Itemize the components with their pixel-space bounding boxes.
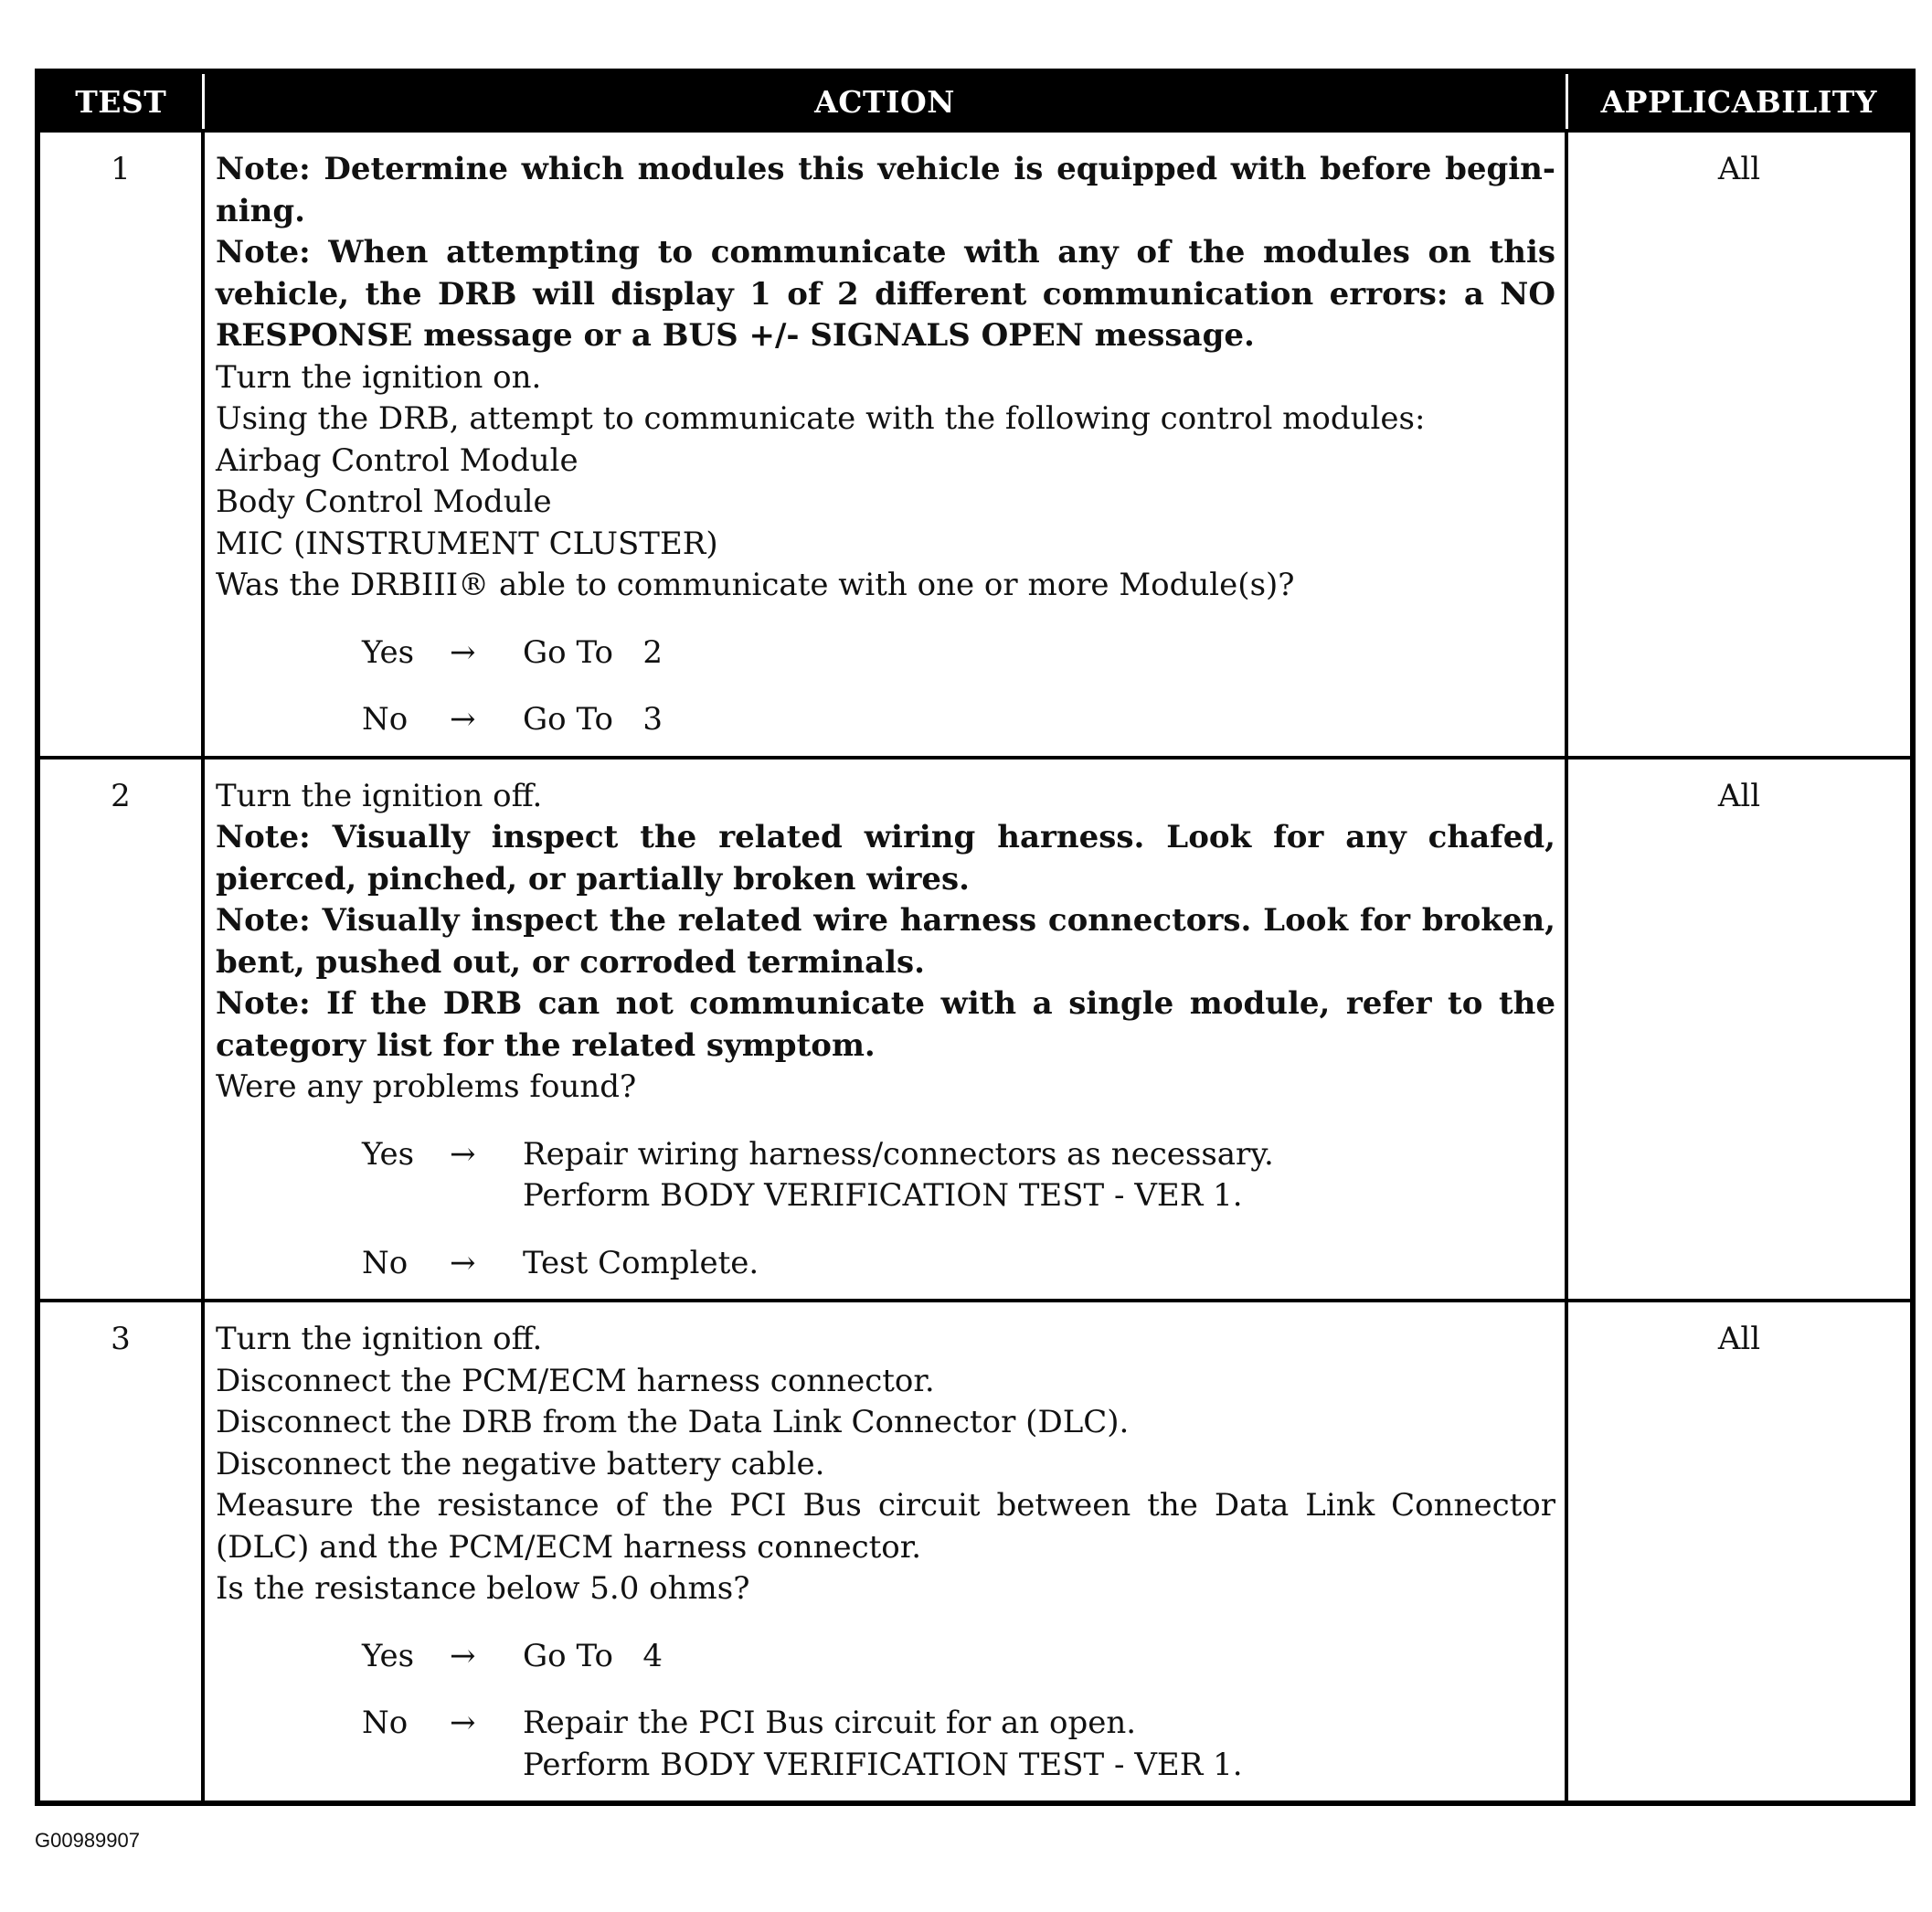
- test-number: 2: [37, 758, 203, 1301]
- action-note: Note: Visually inspect the related wiring harness. Look for any chafed, pierced, pinched, or partially broken wires.: [216, 819, 1555, 898]
- answer-option: [362, 699, 1555, 741]
- diagnostic-test-table: [35, 69, 1916, 1806]
- answer-result-line: Perform BODY VERIFICATION TEST - VER 1.: [523, 1177, 1243, 1214]
- test-number: 1: [37, 131, 203, 758]
- action-step: Was the DRBIII® able to communicate with one or more Module(s)?: [216, 567, 1295, 603]
- answer-label: Yes: [362, 633, 415, 671]
- action-step: Disconnect the PCM/ECM harness connector.: [216, 1362, 935, 1399]
- action-cell: [203, 131, 1566, 758]
- action-note: Note: Determine which modules this vehicle is equipped with before begin-ning.: [216, 151, 1555, 229]
- action-cell: [203, 1301, 1566, 1803]
- answer-option: [362, 1703, 1555, 1786]
- answer-list: [362, 632, 1555, 741]
- answer-result: [523, 1703, 1555, 1786]
- answer-label: No: [362, 701, 409, 738]
- answer-result: [523, 699, 1555, 741]
- action-step: Body Control Module: [216, 483, 552, 520]
- header-test: TEST: [37, 71, 203, 131]
- action-step: MIC (INSTRUMENT CLUSTER): [216, 525, 718, 562]
- table-row: [37, 1301, 1913, 1803]
- action-step: Disconnect the DRB from the Data Link Connector (DLC).: [216, 1404, 1130, 1440]
- action-step: Turn the ignition off.: [216, 777, 543, 814]
- answer-result-line: Perform BODY VERIFICATION TEST - VER 1.: [523, 1746, 1243, 1783]
- table-body: [37, 131, 1913, 1803]
- action-step: Airbag Control Module: [216, 441, 579, 479]
- applicability-cell: All: [1566, 758, 1913, 1301]
- figure-id: G00989907: [35, 1829, 140, 1852]
- answer-result: [523, 632, 1555, 675]
- right-arrow-icon: →: [450, 1135, 476, 1173]
- answer-option: [362, 1134, 1555, 1217]
- header-action: ACTION: [203, 71, 1566, 131]
- action-step: Turn the ignition off.: [216, 1321, 543, 1357]
- answer-label: No: [362, 1244, 409, 1281]
- answer-result-line: Go To 2: [523, 633, 663, 671]
- action-note: Note: When attempting to communicate with any of the modules on this vehicle, the DRB will display 1 of 2 different communication errors: a NO RESPONSE message or a BUS +/- SIGNALS OPEN message.: [216, 234, 1555, 354]
- header-applicability: APPLICABILITY: [1566, 71, 1913, 131]
- answer-label: No: [362, 1705, 409, 1741]
- action-step: Measure the resistance of the PCI Bus circuit between the Data Link Connector (DLC) and the PCM/ECM harness connector.: [216, 1487, 1555, 1566]
- answer-result: [523, 1243, 1555, 1285]
- answer-label: Yes: [362, 1135, 415, 1173]
- applicability-cell: All: [1566, 1301, 1913, 1803]
- answer-result: [523, 1636, 1555, 1678]
- answer-list: [362, 1636, 1555, 1787]
- test-number: 3: [37, 1301, 203, 1803]
- right-arrow-icon: →: [450, 701, 476, 738]
- right-arrow-icon: →: [450, 1637, 476, 1674]
- answer-label: Yes: [362, 1637, 415, 1674]
- action-step: Using the DRB, attempt to communicate with the following control modules:: [216, 400, 1426, 437]
- action-cell: [203, 758, 1566, 1301]
- header-row: [37, 71, 1913, 131]
- action-step: Turn the ignition on.: [216, 358, 542, 396]
- table-header: [37, 71, 1913, 131]
- answer-result-line: Go To 4: [523, 1637, 663, 1674]
- action-step: Were any problems found?: [216, 1068, 637, 1105]
- answer-result-line: Go To 3: [523, 701, 663, 738]
- answer-result-line: Repair the PCI Bus circuit for an open.: [523, 1705, 1137, 1741]
- answer-result: [523, 1134, 1555, 1217]
- action-step: Disconnect the negative battery cable.: [216, 1445, 825, 1482]
- right-arrow-icon: →: [450, 633, 476, 671]
- right-arrow-icon: →: [450, 1244, 476, 1281]
- answer-result-line: Repair wiring harness/connectors as necessary.: [523, 1135, 1274, 1173]
- table-row: [37, 758, 1913, 1301]
- action-note: Note: If the DRB can not communicate with a single module, refer to the category list for the related symptom.: [216, 985, 1555, 1064]
- action-note: Note: Visually inspect the related wire harness connectors. Look for broken, bent, pushed out, or corroded terminals.: [216, 902, 1555, 981]
- answer-option: [362, 1243, 1555, 1285]
- answer-list: [362, 1134, 1555, 1285]
- applicability-cell: All: [1566, 131, 1913, 758]
- action-step: Is the resistance below 5.0 ohms?: [216, 1570, 750, 1607]
- right-arrow-icon: →: [450, 1705, 476, 1741]
- table-row: [37, 131, 1913, 758]
- answer-option: [362, 1636, 1555, 1678]
- answer-option: [362, 632, 1555, 675]
- answer-result-line: Test Complete.: [523, 1244, 759, 1281]
